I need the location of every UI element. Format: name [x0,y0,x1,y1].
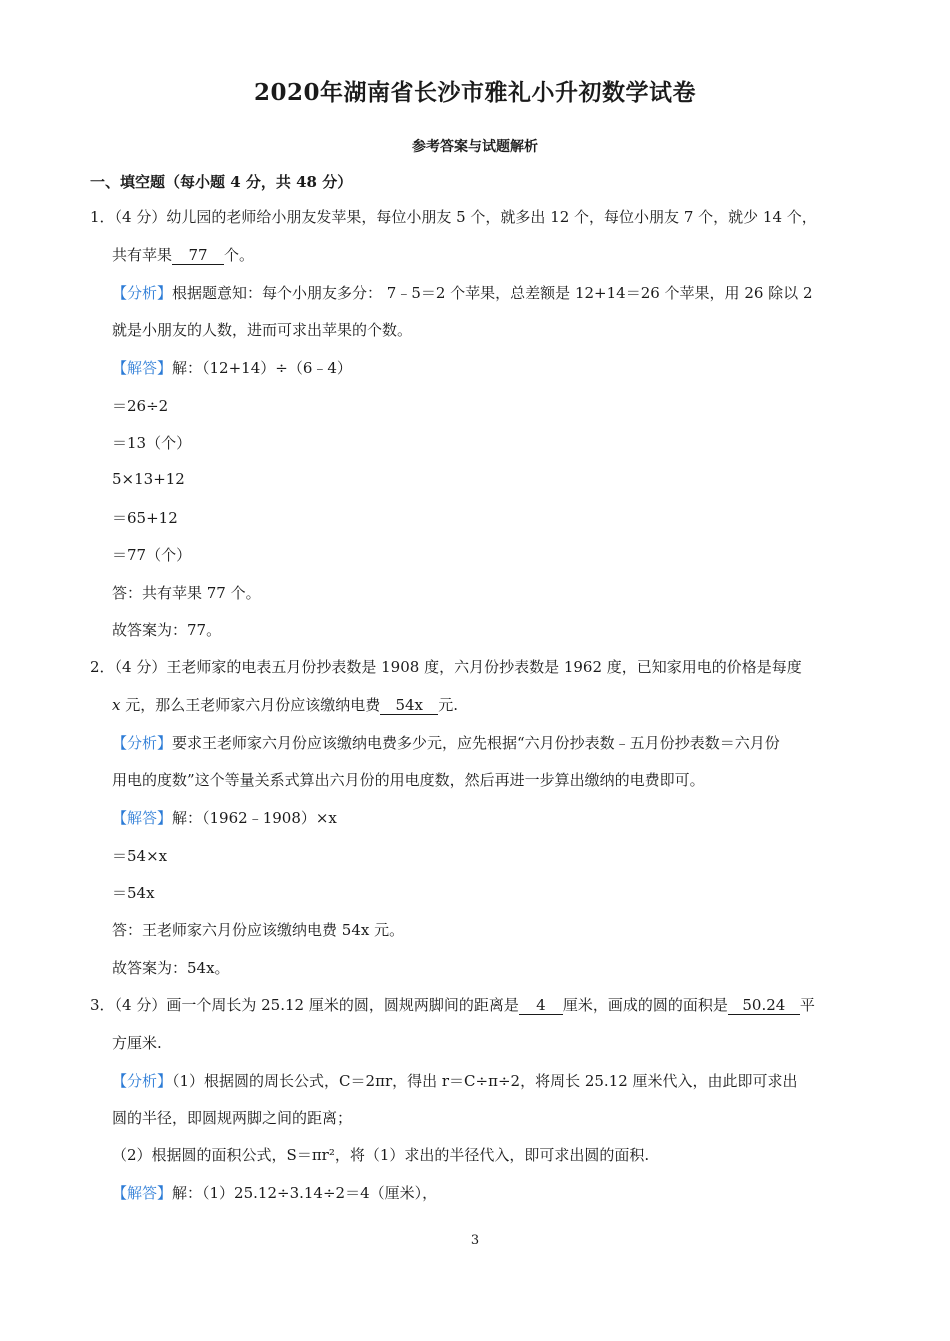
page-subtitle: 参考答案与试题解析 [412,139,538,155]
q3-analysis-line2: 圆的半径，即圆规两脚之间的距离； [112,1109,353,1127]
q2-answer-statement: 答：王老师家六月份应该缴纳电费 54x 元。 [112,921,405,939]
q1-stem-prefix: 共有苹果 [112,246,173,264]
q1-solution-text: 解：（12+14）÷（6﹣4） [172,359,352,377]
q2-solution-line [112,808,337,828]
page-number: 3 [470,1233,480,1248]
q3-solution-tag: 【解答】 [112,1184,173,1202]
q3-stem-middle: 厘米，画成的圆的面积是 [562,996,728,1014]
q3-analysis-line1 [112,1071,798,1091]
q2-analysis-tag: 【分析】 [112,734,173,752]
q3-analysis-text: （1）根据圆的周长公式，C＝2πr，得出 r＝C÷π÷2，将周长 25.12 厘米代入，由此即可求出 [172,1072,798,1090]
q1-stem-suffix: 个。 [224,246,255,264]
q2-step: ＝54x [112,884,155,902]
q1-answer-blank: 77 [172,246,224,265]
q3-stem-line1 [90,995,815,1015]
q2-stem-suffix: 元. [438,696,459,714]
q1-step: ＝13（个） [112,434,192,452]
q3-analysis-line3: （2）根据圆的面积公式，S＝πr²，将（1）求出的半径代入，即可求出圆的面积. [112,1146,650,1164]
q3-stem-prefix: 3．（4 分）画一个周长为 25.12 厘米的圆，圆规两脚间的距离是 [90,996,519,1014]
q3-solution-line [112,1183,437,1203]
q2-variable: x [112,696,121,714]
q1-step: ＝65+12 [112,509,178,527]
q2-solution-tag: 【解答】 [112,809,173,827]
q1-step: ＝77（个） [112,546,192,564]
q1-answer-statement: 答：共有苹果 77 个。 [112,584,261,602]
q3-analysis-tag: 【分析】 [112,1072,173,1090]
q3-solution-text: 解：（1）25.12÷3.14÷2＝4（厘米）， [172,1184,438,1202]
q1-solution-line [112,358,352,378]
q3-stem-line2: 方厘米. [112,1034,162,1052]
q1-stem-line1: 1．（4 分）幼儿园的老师给小朋友发苹果，每位小朋友 5 个，就多出 12 个，每位小朋友 7 个，就少 14 个， [90,208,817,226]
page-title: 2020年湖南省长沙市雅礼小升初数学试卷 [253,79,696,106]
q1-analysis-text: 根据题意知：每个小朋友多分： 7﹣5＝2 个苹果，总差额是 12+14＝26 个苹果，用 26 除以 2 [172,284,813,302]
q2-stem-prefix: 元，那么王老师家六月份应该缴纳电费 [120,696,381,714]
q1-final-answer: 故答案为：77。 [112,621,222,639]
q2-analysis-line1 [112,733,780,753]
q3-answer-blank-2: 50.24 [728,996,800,1015]
q1-stem-line2 [112,245,254,265]
q3-answer-blank-1: 4 [519,996,563,1015]
q1-analysis-tag: 【分析】 [112,284,173,302]
q2-solution-text: 解：（1962﹣1908）×x [172,809,337,827]
q1-step: 5×13+12 [112,470,185,488]
section-heading: 一、填空题（每小题 4 分，共 48 分） [90,173,353,191]
q1-solution-tag: 【解答】 [112,359,173,377]
q1-analysis-line2: 就是小朋友的人数，进而可求出苹果的个数。 [112,321,413,339]
q2-stem-line1: 2．（4 分）王老师家的电表五月份抄表数是 1908 度，六月份抄表数是 1962 度，已知家用电的价格是每度 [90,658,802,676]
q2-step: ＝54×x [112,847,168,865]
q2-answer-blank: 54x [380,696,438,715]
q1-analysis-line1 [112,283,813,303]
q2-analysis-line2: 用电的度数”这个等量关系式算出六月份的用电度数，然后再进一步算出缴纳的电费即可。 [112,771,705,789]
q1-step: ＝26÷2 [112,397,169,415]
q2-analysis-text: 要求王老师家六月份应该缴纳电费多少元，应先根据“六月份抄表数﹣五月份抄表数＝六月份 [172,734,780,752]
q3-stem-suffix: 平 [799,996,815,1014]
q2-stem-line2 [112,695,458,715]
q2-final-answer: 故答案为：54x。 [112,959,230,977]
